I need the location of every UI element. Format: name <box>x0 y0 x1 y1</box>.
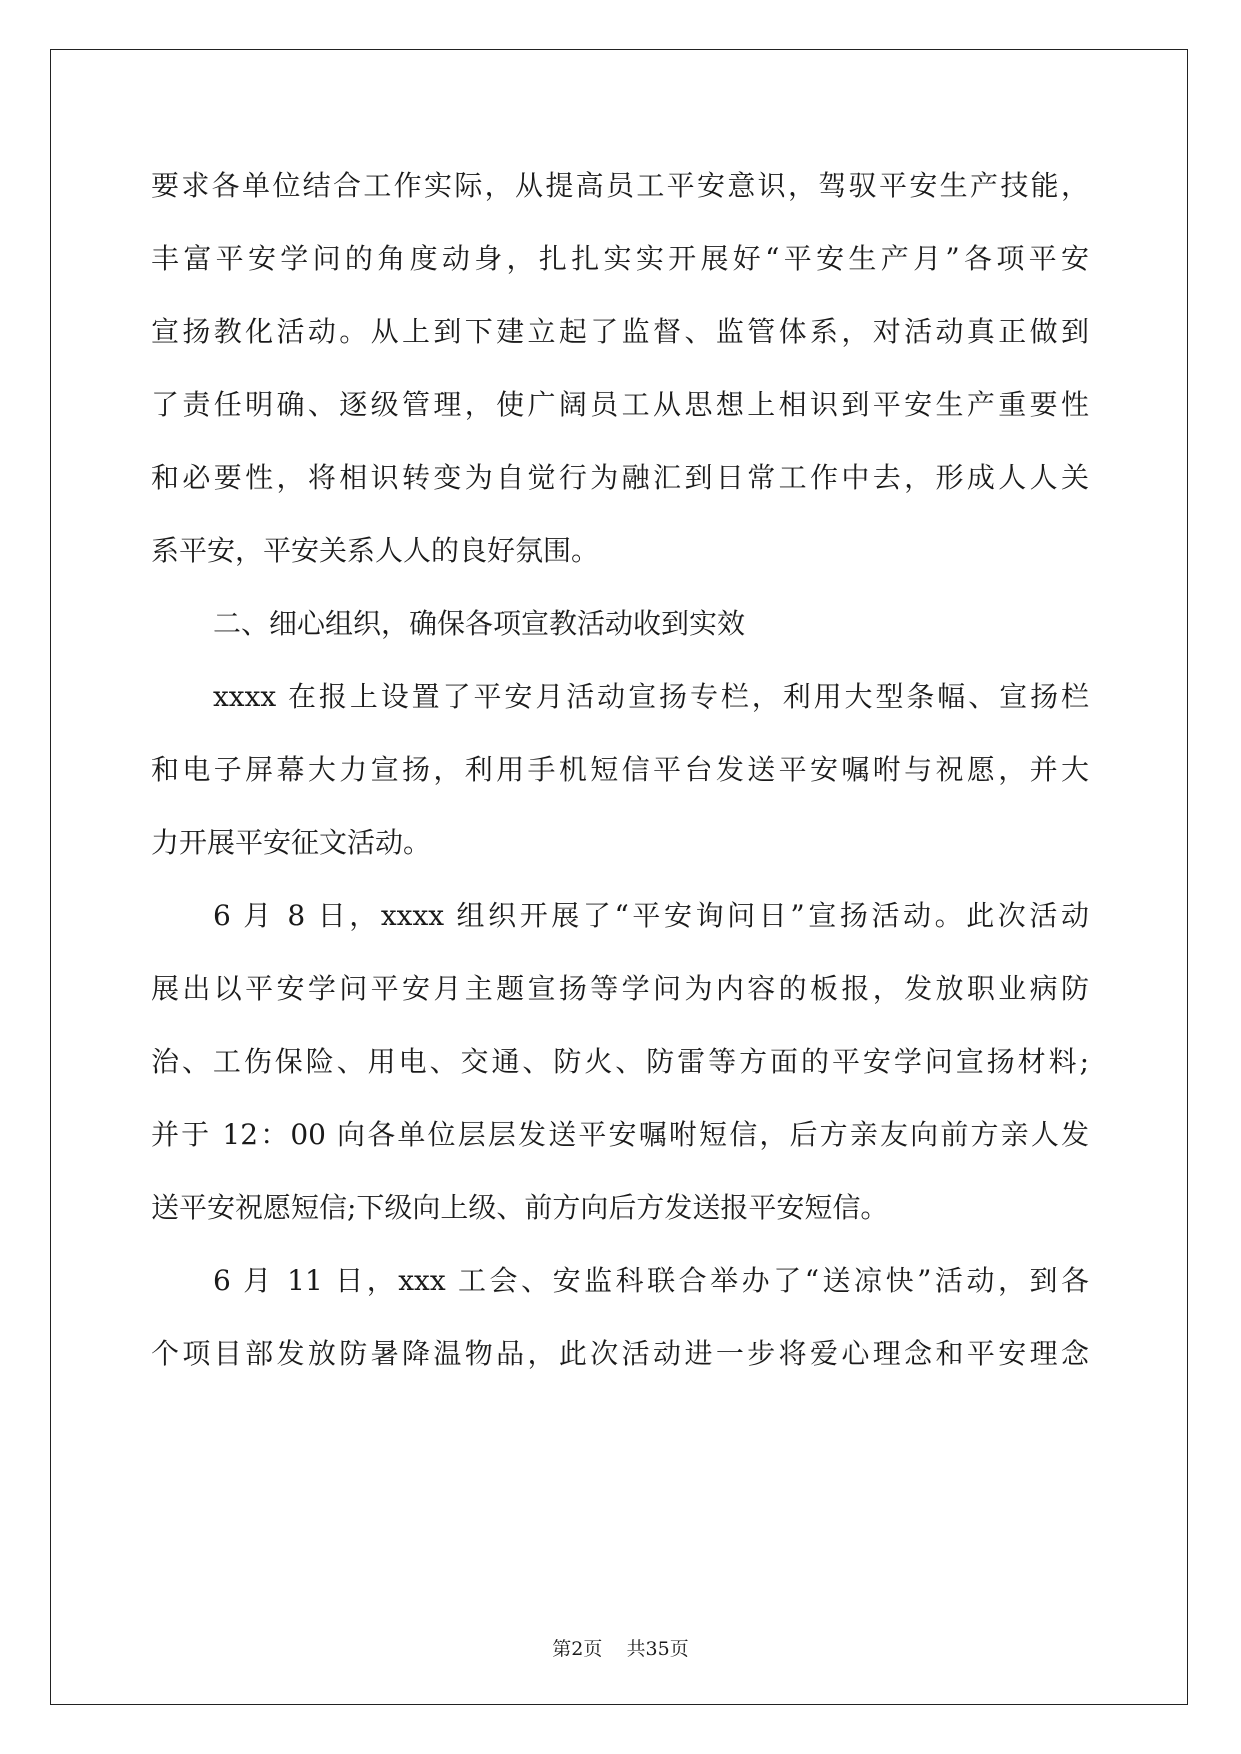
text-line: xxxx 在报上设置了平安月活动宣扬专栏，利用大型条幅、宣扬栏 <box>213 680 1089 713</box>
text-line: 和电子屏幕大力宣扬，利用手机短信平台发送平安嘱咐与祝愿，并大 <box>151 753 1089 786</box>
page-border <box>50 49 1188 1705</box>
text-line: 并于 12：00 向各单位层层发送平安嘱咐短信，后方亲友向前方亲人发 <box>151 1118 1089 1151</box>
text-line: 要求各单位结合工作实际，从提高员工平安意识，驾驭平安生产技能， <box>151 169 1089 202</box>
section-heading: 二、细心组织，确保各项宣教活动收到实效 <box>213 607 746 640</box>
text-line: 治、工伤保险、用电、交通、防火、防雷等方面的平安学问宣扬材料; <box>151 1045 1089 1078</box>
text-line: 系平安，平安关系人人的良好氛围。 <box>151 534 600 567</box>
text-line: 丰富平安学问的角度动身，扎扎实实开展好“平安生产月”各项平安 <box>151 242 1089 275</box>
text-line: 送平安祝愿短信;下级向上级、前方向后方发送报平安短信。 <box>151 1191 889 1224</box>
text-line: 个项目部发放防暑降温物品，此次活动进一步将爱心理念和平安理念 <box>151 1337 1089 1370</box>
text-line: 力开展平安征文活动。 <box>151 826 432 859</box>
page-number-footer: 第2页 共35页 <box>552 1638 689 1660</box>
text-line: 6 月 11 日，xxx 工会、安监科联合举办了“送凉快”活动，到各 <box>213 1264 1089 1297</box>
text-line: 宣扬教化活动。从上到下建立起了监督、监管体系，对活动真正做到 <box>151 315 1089 348</box>
text-line: 了责任明确、逐级管理，使广阔员工从思想上相识到平安生产重要性 <box>151 388 1089 421</box>
text-line: 展出以平安学问平安月主题宣扬等学问为内容的板报，发放职业病防 <box>151 972 1089 1005</box>
text-line: 6 月 8 日，xxxx 组织开展了“平安询问日”宣扬活动。此次活动 <box>213 899 1089 932</box>
text-line: 和必要性，将相识转变为自觉行为融汇到日常工作中去，形成人人关 <box>151 461 1089 494</box>
